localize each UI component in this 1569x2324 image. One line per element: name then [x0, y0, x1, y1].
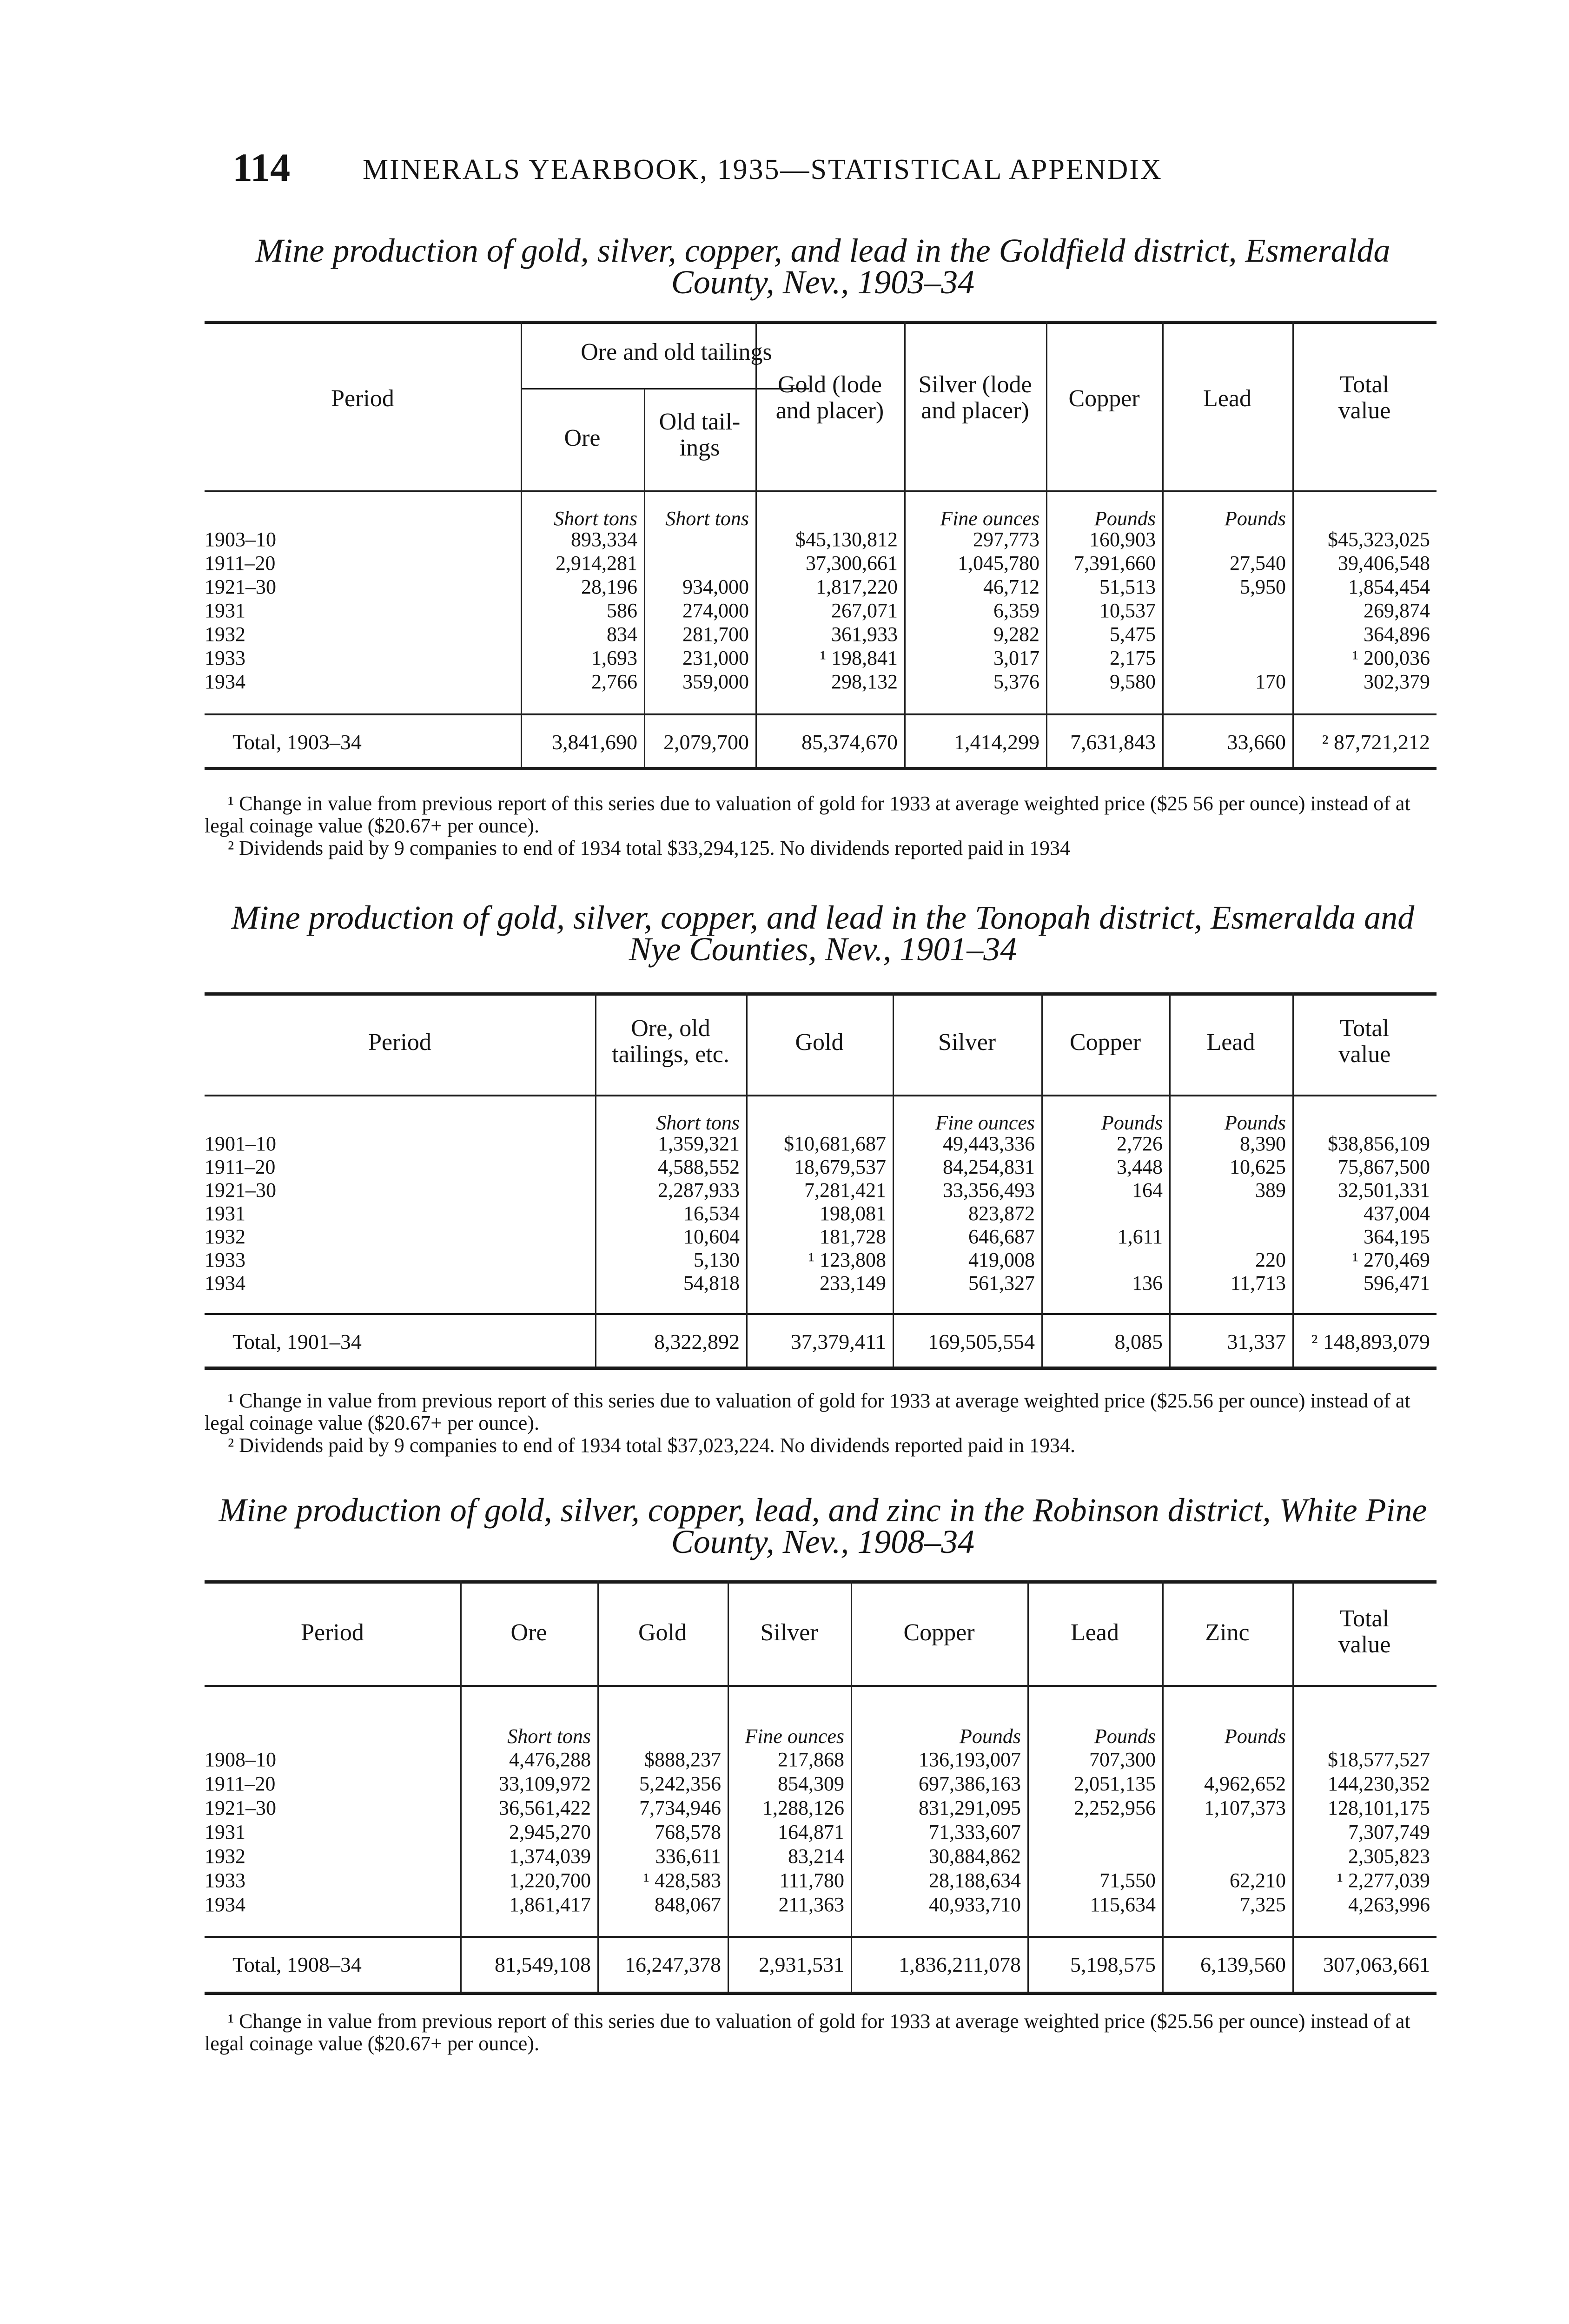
table2-gold-cell: 7,281,421: [804, 1179, 886, 1202]
table3-footnote-1: ¹ Change in value from previous report of this series due to valuation of gold for 1933 at average weighted price ($25.56 per ounce) instead of at legal coinage value ($20.67+ per ounce).: [205, 2010, 1410, 2055]
table3-header-total: Total value: [1338, 1605, 1391, 1658]
table1-total-cell: 364,896: [1364, 623, 1430, 646]
table3-title: Mine production of gold, silver, copper, lead, and zinc in the Robinson district, White Pine County, Nev., 1908–34: [218, 1492, 1427, 1560]
table2-gold-cell: $10,681,687: [784, 1132, 886, 1155]
table2-ore-cell: 4,588,552: [658, 1155, 740, 1178]
table3-header-period: Period: [301, 1619, 364, 1646]
table3-footnotes: [205, 2010, 1437, 2055]
table3-lead-cell: 2,252,956: [1074, 1796, 1156, 1819]
table1-silver-cell: 5,376: [993, 670, 1039, 693]
table3-copper-cell: 831,291,095: [919, 1796, 1021, 1819]
table2-gold-cell: ¹ 123,808: [808, 1248, 886, 1271]
table2-unit-copper: Pounds: [1101, 1111, 1163, 1134]
table2-ore-cell: 16,534: [683, 1202, 740, 1225]
table2-lead-cell: 389: [1255, 1179, 1286, 1202]
table3-total-silver: 2,931,531: [759, 1953, 844, 1976]
table2-gold-cell: 198,081: [820, 1202, 886, 1225]
table3-total-label: Total, 1908–34: [232, 1953, 362, 1976]
table3-copper-cell: 28,188,634: [929, 1869, 1021, 1892]
table1-ore-cell: 2,766: [591, 670, 637, 693]
table1-silver-cell: 3,017: [993, 647, 1039, 669]
table2-ore-cell: 1,359,321: [658, 1132, 740, 1155]
table1-total-cell: $45,323,025: [1328, 528, 1430, 551]
table1-silver-cell: 6,359: [993, 599, 1039, 622]
table1: [205, 321, 1437, 767]
table2-lead-cell: 11,713: [1230, 1272, 1286, 1294]
table3: [205, 1580, 1437, 1992]
table1-header-silver: Silver (lode and placer): [918, 371, 1032, 424]
table2: [205, 992, 1437, 1367]
table1-silver-cell: 1,045,780: [958, 552, 1039, 574]
table3-lead-cell: 115,634: [1090, 1893, 1156, 1916]
table3-lead-cell: 71,550: [1099, 1869, 1156, 1892]
table1-copper-cell: 51,513: [1099, 575, 1156, 598]
table1-period-cell: 1921–30: [205, 575, 276, 598]
page-number: 114: [232, 145, 291, 190]
table2-unit-lead: Pounds: [1225, 1111, 1286, 1134]
table1-footnote-2: ² Dividends paid by 9 companies to end of 1934 total $33,294,125. No dividends reported paid in 1934: [228, 837, 1071, 859]
table1-ore-cell: 28,196: [581, 575, 637, 598]
table2-ore-cell: 10,604: [683, 1225, 740, 1248]
table3-period-cell: 1932: [205, 1845, 245, 1868]
table3-bottom-rule: [205, 1992, 1437, 1995]
table3-zinc-cell: 1,107,373: [1204, 1796, 1286, 1819]
table1-period-cell: 1934: [205, 670, 245, 693]
table3-header-rule: [205, 1685, 1437, 1687]
table3-unit-lead: Pounds: [1094, 1725, 1156, 1748]
table2-footnote-1: ¹ Change in value from previous report of this series due to valuation of gold for 1933 at average weighted price ($25.56 per ounce) instead of at legal coinage value ($20.67+ per ounce).: [205, 1389, 1410, 1434]
table3-gold-cell: ¹ 428,583: [643, 1869, 721, 1892]
table1-copper-cell: 10,537: [1099, 599, 1156, 622]
table1-gold-cell: 298,132: [831, 670, 898, 693]
table2-total-lead: 31,337: [1227, 1330, 1286, 1353]
table3-gold-cell: 7,734,946: [639, 1796, 721, 1819]
table2-header-gold: Gold: [795, 1029, 844, 1056]
table3-gold-cell: $888,237: [644, 1748, 721, 1771]
table2-lead-cell: 10,625: [1230, 1155, 1286, 1178]
table2-header-total: Total value: [1338, 1015, 1391, 1068]
table1-gold-cell: $45,130,812: [795, 528, 898, 551]
table1-ore-cell: 893,334: [571, 528, 637, 551]
table3-header-silver: Silver: [760, 1619, 818, 1646]
table2-silver-cell: 646,687: [968, 1225, 1035, 1248]
table1-lead-cell: 5,950: [1240, 575, 1286, 598]
table3-total-gold: 16,247,378: [625, 1953, 721, 1976]
table3-header-copper: Copper: [903, 1619, 975, 1646]
table3-total-cell: 7,307,749: [1348, 1821, 1430, 1843]
table1-header-period: Period: [331, 385, 394, 412]
table1-header-ore: Ore: [564, 425, 601, 451]
table2-header-lead: Lead: [1206, 1029, 1255, 1056]
table2-header-ore: Ore, old tailings, etc.: [612, 1015, 729, 1068]
table1-unit-old-tailings: Short tons: [665, 507, 749, 530]
table3-silver-cell: 1,288,126: [762, 1796, 844, 1819]
table1-ore-cell: 586: [607, 599, 637, 622]
table1-old-tailings-cell: 231,000: [682, 647, 749, 669]
table1-header-total: Total value: [1338, 371, 1391, 424]
table2-silver-cell: 823,872: [968, 1202, 1035, 1225]
table3-ore-cell: 1,861,417: [509, 1893, 591, 1916]
table1-old-tailings-cell: 281,700: [682, 623, 749, 646]
table3-gold-cell: 848,067: [655, 1893, 721, 1916]
table1-copper-cell: 160,903: [1089, 528, 1156, 551]
table3-zinc-cell: 4,962,652: [1204, 1772, 1286, 1795]
table2-total-cell: 75,867,500: [1338, 1155, 1430, 1178]
table3-unit-silver: Fine ounces: [745, 1725, 844, 1748]
table3-unit-ore: Short tons: [507, 1725, 591, 1748]
table1-period-cell: 1932: [205, 623, 245, 646]
table1-copper-cell: 5,475: [1110, 623, 1156, 646]
table2-total-cell: 364,195: [1364, 1225, 1430, 1248]
table2-header-silver: Silver: [938, 1029, 996, 1056]
running-head: MINERALS YEARBOOK, 1935—STATISTICAL APPENDIX: [363, 154, 1163, 185]
table1-total-lead: 33,660: [1227, 730, 1286, 754]
table1-silver-cell: 46,712: [983, 575, 1039, 598]
table1-header-gold: Gold (lode and placer): [775, 371, 884, 424]
table3-period-cell: 1908–10: [205, 1748, 276, 1771]
table2-unit-ore: Short tons: [656, 1111, 740, 1134]
table1-ore-cell: 1,693: [591, 647, 637, 669]
table1-gold-cell: 361,933: [831, 623, 898, 646]
table3-total-cell: 4,263,996: [1348, 1893, 1430, 1916]
table1-total-cell: 39,406,548: [1338, 552, 1430, 574]
table1-header-old-tailings: Old tail-ings: [659, 409, 741, 461]
table1-ore-cell: 2,914,281: [556, 552, 637, 574]
table3-top-rule: [205, 1580, 1437, 1584]
table3-ore-cell: 1,220,700: [509, 1869, 591, 1892]
table3-total-cell: 144,230,352: [1328, 1772, 1430, 1795]
table3-ore-cell: 2,945,270: [509, 1821, 591, 1843]
table3-header-lead: Lead: [1071, 1619, 1119, 1646]
table2-copper-cell: 2,726: [1117, 1132, 1163, 1155]
table2-gold-cell: 181,728: [820, 1225, 886, 1248]
table3-period-cell: 1931: [205, 1821, 245, 1843]
table1-total-ore: 3,841,690: [552, 730, 637, 754]
table1-total-silver: 1,414,299: [954, 730, 1039, 754]
table2-copper-cell: 164: [1132, 1179, 1163, 1202]
table3-total-cell: 128,101,175: [1328, 1796, 1430, 1819]
table1-vline: [521, 321, 522, 767]
table1-header-rule: [205, 490, 1437, 492]
table2-ore-cell: 5,130: [694, 1248, 740, 1271]
table1-total-old-tailings: 2,079,700: [663, 730, 749, 754]
table2-header-rule: [205, 1095, 1437, 1096]
table2-total-cell: 437,004: [1364, 1202, 1430, 1225]
table2-lead-cell: 8,390: [1240, 1132, 1286, 1155]
table2-period-cell: 1931: [205, 1202, 245, 1225]
table1-header-copper: Copper: [1068, 385, 1140, 412]
table1-silver-cell: 297,773: [973, 528, 1039, 551]
table1-unit-copper: Pounds: [1094, 507, 1156, 530]
table3-silver-cell: 164,871: [778, 1821, 844, 1843]
table1-period-cell: 1931: [205, 599, 245, 622]
table3-silver-cell: 854,309: [778, 1772, 844, 1795]
table2-period-cell: 1901–10: [205, 1132, 276, 1155]
table3-total-ore: 81,549,108: [495, 1953, 591, 1976]
table2-period-cell: 1934: [205, 1272, 245, 1294]
table3-ore-cell: 4,476,288: [509, 1748, 591, 1771]
table2-silver-cell: 49,443,336: [943, 1132, 1035, 1155]
table2-total-cell: $38,856,109: [1328, 1132, 1430, 1155]
table3-header-zinc: Zinc: [1205, 1619, 1250, 1646]
table2-period-cell: 1911–20: [205, 1155, 276, 1178]
table1-period-cell: 1933: [205, 647, 245, 669]
table3-period-cell: 1933: [205, 1869, 245, 1892]
table2-top-rule: [205, 992, 1437, 996]
table2-total-total: ² 148,893,079: [1311, 1330, 1430, 1353]
table1-footnote-1: ¹ Change in value from previous report of this series due to valuation of gold for 1933 at average weighted price ($25 56 per ounce) instead of at legal coinage value ($20.67+ per ounce).: [205, 792, 1410, 837]
table2-total-copper: 8,085: [1114, 1330, 1163, 1353]
table1-old-tailings-cell: 934,000: [682, 575, 749, 598]
table3-ore-cell: 1,374,039: [509, 1845, 591, 1868]
table1-lead-cell: 27,540: [1230, 552, 1286, 574]
table2-silver-cell: 84,254,831: [943, 1155, 1035, 1178]
table3-total-total: 307,063,661: [1323, 1953, 1430, 1976]
table1-period-cell: 1911–20: [205, 552, 276, 574]
table3-gold-cell: 768,578: [655, 1821, 721, 1843]
table3-total-copper: 1,836,211,078: [899, 1953, 1021, 1976]
table2-footnotes: [205, 1390, 1437, 1457]
table1-total-cell: 1,854,454: [1348, 575, 1430, 598]
table1-old-tailings-cell: 359,000: [682, 670, 749, 693]
table1-gold-cell: 37,300,661: [806, 552, 898, 574]
table1-gold-cell: 267,071: [831, 599, 898, 622]
table1-total-cell: 302,379: [1364, 670, 1430, 693]
table1-total-rule: [205, 713, 1437, 715]
table1-ore-cell: 834: [607, 623, 637, 646]
table3-total-zinc: 6,139,560: [1200, 1953, 1286, 1976]
page-header: [205, 139, 1437, 195]
table2-period-cell: 1932: [205, 1225, 245, 1248]
table2-total-rule: [205, 1313, 1437, 1315]
table3-copper-cell: 136,193,007: [919, 1748, 1021, 1771]
table2-total-cell: ¹ 270,469: [1352, 1248, 1430, 1271]
table1-total-cell: ¹ 200,036: [1352, 647, 1430, 669]
table3-lead-cell: 707,300: [1089, 1748, 1156, 1771]
table1-total-copper: 7,631,843: [1070, 730, 1156, 754]
table3-total-lead: 5,198,575: [1070, 1953, 1156, 1976]
table2-total-ore: 8,322,892: [654, 1330, 740, 1353]
table3-copper-cell: 71,333,607: [929, 1821, 1021, 1843]
table2-gold-cell: 18,679,537: [794, 1155, 886, 1178]
table3-silver-cell: 83,214: [788, 1845, 844, 1868]
table2-gold-cell: 233,149: [820, 1272, 886, 1294]
table2-ore-cell: 2,287,933: [658, 1179, 740, 1202]
table2-copper-cell: 3,448: [1117, 1155, 1163, 1178]
table3-total-cell: ¹ 2,277,039: [1337, 1869, 1430, 1892]
table1-unit-ore: Short tons: [554, 507, 637, 530]
table3-total-cell: 2,305,823: [1348, 1845, 1430, 1868]
table2-bottom-rule: [205, 1367, 1437, 1370]
table3-period-cell: 1934: [205, 1893, 245, 1916]
table3-ore-cell: 33,109,972: [499, 1772, 591, 1795]
table2-silver-cell: 33,356,493: [943, 1179, 1035, 1202]
table1-footnotes: [205, 792, 1437, 859]
table2-lead-cell: 220: [1255, 1248, 1286, 1271]
table2-footnote-2: ² Dividends paid by 9 companies to end of 1934 total $37,023,224. No dividends reported paid in 1934.: [228, 1434, 1076, 1457]
table3-silver-cell: 211,363: [778, 1893, 844, 1916]
table1-total-cell: 269,874: [1364, 599, 1430, 622]
table3-lead-cell: 2,051,135: [1074, 1772, 1156, 1795]
table2-period-cell: 1933: [205, 1248, 245, 1271]
table1-copper-cell: 9,580: [1110, 670, 1156, 693]
table1-total-total: ² 87,721,212: [1322, 730, 1430, 754]
table2-silver-cell: 419,008: [968, 1248, 1035, 1271]
table3-zinc-cell: 7,325: [1240, 1893, 1286, 1916]
table3-copper-cell: 30,884,862: [929, 1845, 1021, 1868]
table2-header-copper: Copper: [1069, 1029, 1141, 1056]
table1-header-lead: Lead: [1203, 385, 1251, 412]
table2-copper-cell: 136: [1132, 1272, 1163, 1294]
table2-silver-cell: 561,327: [968, 1272, 1035, 1294]
table1-header-group: Ore and old tailings: [581, 339, 772, 365]
table2-total-cell: 32,501,331: [1338, 1179, 1430, 1202]
table3-total-rule: [205, 1936, 1437, 1938]
table3-gold-cell: 336,611: [655, 1845, 721, 1868]
table2-period-cell: 1921–30: [205, 1179, 276, 1202]
table2-total-label: Total, 1901–34: [232, 1330, 362, 1353]
table1-lead-cell: 170: [1255, 670, 1286, 693]
table1-old-tailings-cell: 274,000: [682, 599, 749, 622]
table1-silver-cell: 9,282: [993, 623, 1039, 646]
table3-period-cell: 1911–20: [205, 1772, 276, 1795]
table1-copper-cell: 2,175: [1110, 647, 1156, 669]
table3-gold-cell: 5,242,356: [639, 1772, 721, 1795]
table2-header-period: Period: [368, 1029, 431, 1056]
table3-silver-cell: 111,780: [779, 1869, 844, 1892]
table1-title: Mine production of gold, silver, copper, and lead in the Goldfield district, Esmeralda County, Nev., 1903–34: [255, 232, 1390, 301]
table1-unit-lead: Pounds: [1225, 507, 1286, 530]
table1-period-cell: 1903–10: [205, 528, 276, 551]
table3-total-cell: $18,577,527: [1328, 1748, 1430, 1771]
table2-copper-cell: 1,611: [1117, 1225, 1163, 1248]
table2-total-cell: 596,471: [1364, 1272, 1430, 1294]
table1-gold-cell: 1,817,220: [816, 575, 898, 598]
table2-ore-cell: 54,818: [683, 1272, 740, 1294]
table2-total-silver: 169,505,554: [928, 1330, 1035, 1353]
table3-ore-cell: 36,561,422: [499, 1796, 591, 1819]
table3-copper-cell: 40,933,710: [929, 1893, 1021, 1916]
table1-total-gold: 85,374,670: [801, 730, 898, 754]
table3-copper-cell: 697,386,163: [919, 1772, 1021, 1795]
table2-unit-silver: Fine ounces: [935, 1111, 1035, 1134]
table2-title: Mine production of gold, silver, copper, and lead in the Tonopah district, Esmeralda and Nye Counties, Nev., 1901–34: [231, 899, 1415, 968]
table1-bottom-rule: [205, 767, 1437, 770]
table3-zinc-cell: 62,210: [1230, 1869, 1286, 1892]
table3-silver-cell: 217,868: [778, 1748, 844, 1771]
table1-gold-cell: ¹ 198,841: [820, 647, 898, 669]
table3-header-ore: Ore: [510, 1619, 547, 1646]
table1-total-label: Total, 1903–34: [232, 730, 362, 754]
table3-unit-copper: Pounds: [960, 1725, 1021, 1748]
table3-header-gold: Gold: [638, 1619, 687, 1646]
table1-copper-cell: 7,391,660: [1074, 552, 1156, 574]
table2-total-gold: 37,379,411: [790, 1330, 886, 1353]
table3-period-cell: 1921–30: [205, 1796, 276, 1819]
table1-unit-silver: Fine ounces: [940, 507, 1039, 530]
table3-unit-zinc: Pounds: [1225, 1725, 1286, 1748]
table1-top-rule: [205, 321, 1437, 324]
